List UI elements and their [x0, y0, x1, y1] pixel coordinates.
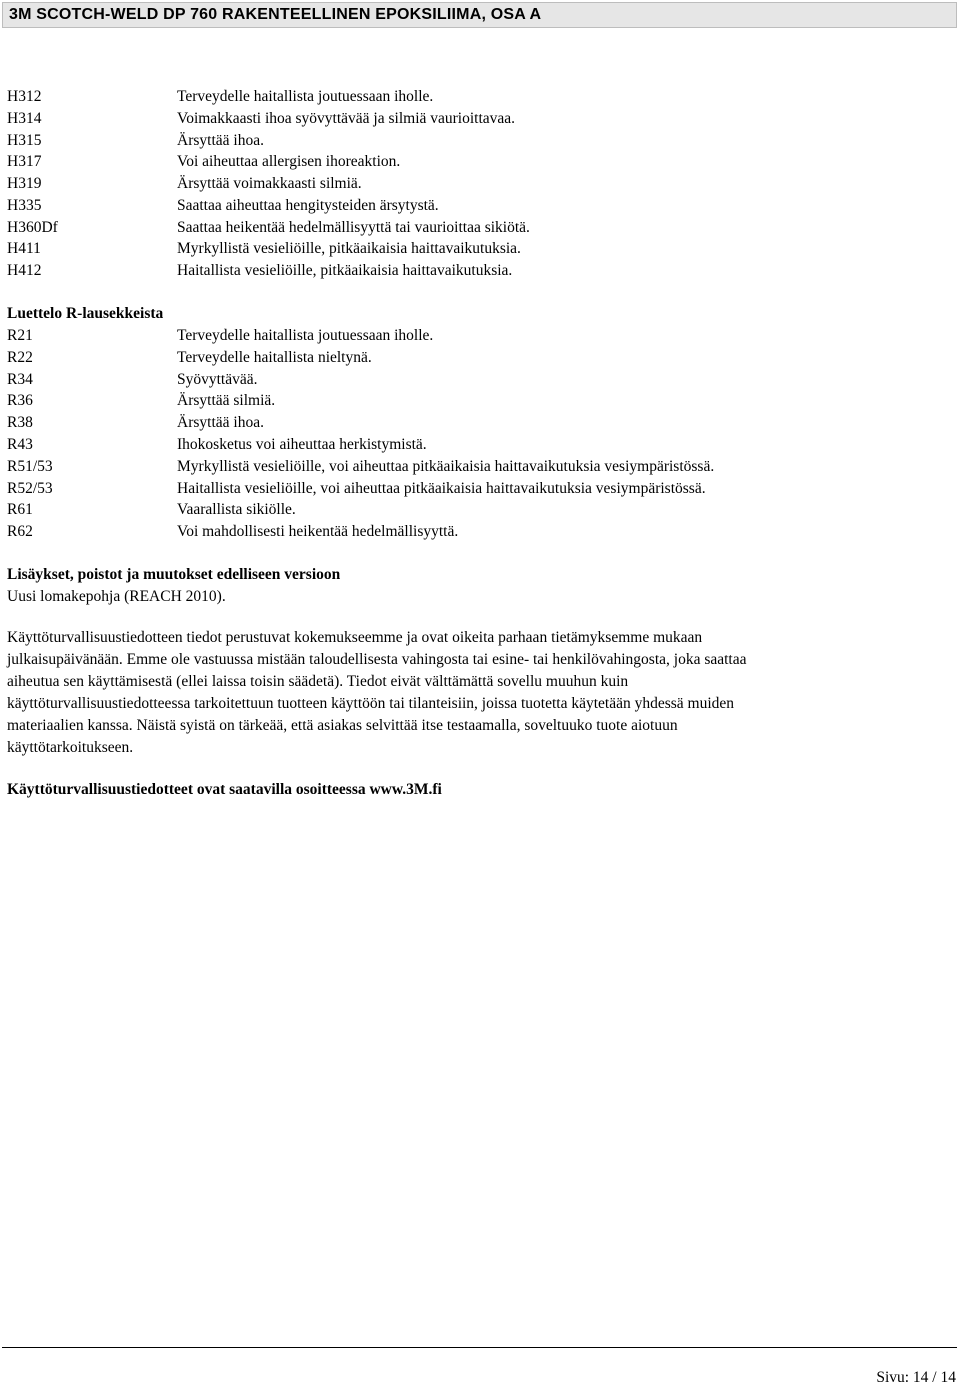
h-code: H314 — [7, 110, 42, 127]
disclaimer-line: materiaalien kanssa. Näistä syistä on tärkeää, että asiakas selvittää itse testaamalla, soveltuuko tuote aiotuun — [7, 717, 678, 734]
disclaimer-line: käyttöturvallisuustiedotteessa tarkoitettuun tuotteen käyttöön tai tilanteisiin, joissa tuotetta käytetään yhdessä muiden — [7, 695, 735, 712]
h-code: H319 — [7, 175, 42, 192]
disclaimer-paragraph — [7, 627, 942, 759]
h-code: H412 — [7, 262, 42, 279]
page-number: Sivu: 14 / 14 — [876, 1369, 956, 1386]
r-text: Voi mahdollisesti heikentää hedelmällisyyttä. — [177, 523, 459, 540]
disclaimer-line: aiheutua sen käyttämisestä (ellei laissa toisin säädetä). Tiedot eivät välttämättä sovellu muuhun kuin — [7, 673, 629, 690]
h-text: Ärsyttää voimakkaasti silmiä. — [177, 175, 362, 192]
r-code: R52/53 — [7, 480, 53, 497]
r-code: R62 — [7, 523, 33, 540]
r-text: Ärsyttää silmiä. — [177, 392, 276, 409]
h-text: Saattaa heikentää hedelmällisyyttä tai vaurioittaa sikiötä. — [177, 219, 530, 236]
r-code: R36 — [7, 392, 33, 409]
h-text: Voimakkaasti ihoa syövyttävää ja silmiä vaurioittavaa. — [177, 110, 516, 127]
h-text: Haitallista vesieliöille, pitkäaikaisia haittavaikutuksia. — [177, 262, 513, 279]
h-text: Saattaa aiheuttaa hengitysteiden ärsytystä. — [177, 197, 439, 214]
disclaimer-line: julkaisupäivänään. Emme ole vastuussa mistään taloudellisesta vahingosta tai esine- tai henkilövahingosta, joka saattaa — [7, 651, 747, 668]
r-text: Terveydelle haitallista joutuessaan iholle. — [177, 327, 434, 344]
r-code: R61 — [7, 501, 33, 518]
r-code: R38 — [7, 414, 33, 431]
h-text: Terveydelle haitallista joutuessaan iholle. — [177, 88, 434, 105]
r-text: Ihokosketus voi aiheuttaa herkistymistä. — [177, 436, 427, 453]
r-text: Syövyttävää. — [177, 371, 258, 388]
h-text: Ärsyttää ihoa. — [177, 132, 264, 149]
disclaimer-line: Käyttöturvallisuustiedotteen tiedot perustuvat kokemukseemme ja ovat oikeita parhaan tietämyksemme mukaan — [7, 629, 703, 646]
r-code: R34 — [7, 371, 33, 388]
document-title: 3M SCOTCH-WELD DP 760 RAKENTEELLINEN EPOKSILIIMA, OSA A — [9, 6, 542, 23]
r-text: Terveydelle haitallista nieltynä. — [177, 349, 372, 366]
r-text: Haitallista vesieliöille, voi aiheuttaa pitkäaikaisia haittavaikutuksia vesiympäristössä. — [177, 480, 706, 497]
h-code: H360Df — [7, 219, 58, 236]
r-text: Vaarallista sikiölle. — [177, 501, 296, 518]
h-code: H312 — [7, 88, 42, 105]
changes-title: Lisäykset, poistot ja muutokset edelliseen versioon — [7, 566, 341, 583]
h-code: H315 — [7, 132, 42, 149]
r-section-title: Luettelo R-lausekkeista — [7, 305, 164, 322]
document-header — [2, 2, 957, 28]
h-code: H335 — [7, 197, 42, 214]
h-code: H317 — [7, 153, 42, 170]
h-code: H411 — [7, 240, 41, 257]
availability-note: Käyttöturvallisuustiedotteet ovat saatavilla osoitteessa www.3M.fi — [7, 781, 442, 798]
r-code: R43 — [7, 436, 33, 453]
r-text: Ärsyttää ihoa. — [177, 414, 264, 431]
h-text: Voi aiheuttaa allergisen ihoreaktion. — [177, 153, 401, 170]
footer-divider — [2, 1347, 957, 1348]
changes-text: Uusi lomakepohja (REACH 2010). — [7, 588, 226, 605]
h-text: Myrkyllistä vesieliöille, pitkäaikaisia haittavaikutuksia. — [177, 240, 521, 257]
r-code: R21 — [7, 327, 33, 344]
r-text: Myrkyllistä vesieliöille, voi aiheuttaa pitkäaikaisia haittavaikutuksia vesiympäristössä. — [177, 458, 715, 475]
disclaimer-line: käyttötarkoitukseen. — [7, 739, 134, 756]
r-code: R51/53 — [7, 458, 53, 475]
r-code: R22 — [7, 349, 33, 366]
